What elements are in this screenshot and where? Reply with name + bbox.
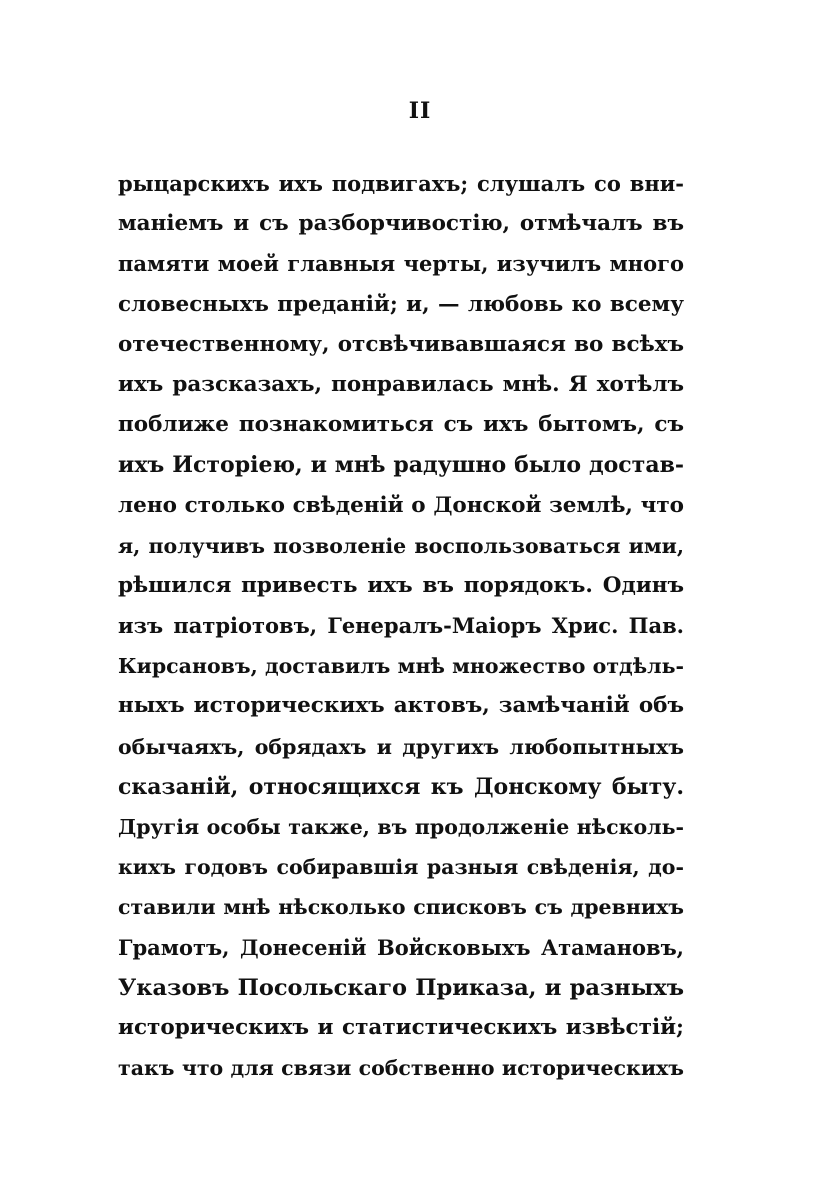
text-line: изъ патрiотовъ, Генералъ-Маiоръ Хрис. Пав.: [118, 613, 684, 639]
text-line: ныхъ историческихъ актовъ, замѣчанiй объ: [118, 693, 684, 719]
text-line: Другiя особы также, въ продолженiе нѣсколь-: [118, 815, 684, 839]
text-line: рыцарскихъ ихъ подвигахъ; слушалъ со вни-: [118, 171, 684, 196]
text-line: памяти моей главныя черты, изучилъ много: [118, 251, 684, 277]
text-line: кихъ годовъ собиравшiя разныя свѣденiя, до-: [118, 855, 684, 880]
text-line: ставили мнѣ нѣсколько списковъ съ древнихъ: [118, 895, 684, 920]
text-line: лено столько свѣденiй о Донской землѣ, что: [118, 492, 684, 518]
page-number: II: [408, 98, 432, 124]
text-line: ихъ Исторiею, и мнѣ радушно было достав-: [118, 452, 684, 479]
body-text: [118, 164, 684, 1088]
text-line: отечественному, отсвѣчивавшаяся во всѣхъ: [118, 331, 684, 357]
text-line: такъ что для связи собственно историческихъ: [118, 1056, 684, 1081]
text-line: Грамотъ, Донесенiй Войсковыхъ Атамановъ,: [118, 934, 684, 960]
text-line: Указовъ Посольскаго Приказа, и разныхъ: [118, 974, 684, 1001]
text-line: ихъ разсказахъ, понравилась мнѣ. Я хотѣлъ: [118, 371, 684, 397]
text-line: Кирсановъ, доставилъ мнѣ множество отдѣль-: [118, 654, 684, 679]
text-line: историческихъ и статистическихъ извѣстiй;: [118, 1014, 684, 1040]
text-line: я, получивъ позволенiе воспользоваться ими,: [118, 533, 684, 558]
text-line: словесныхъ преданiй; и, — любовь ко всему: [118, 291, 684, 317]
text-line: обычаяхъ, обрядахъ и другихъ любопытныхъ: [118, 734, 684, 759]
text-line: сказанiй, относящихся къ Донскому быту.: [118, 773, 684, 800]
text-line: поближе познакомиться съ ихъ бытомъ, съ: [118, 412, 684, 438]
text-line: рѣшился привесть ихъ въ порядокъ. Одинъ: [118, 572, 684, 598]
text-line: манiемъ и съ разборчивостiю, отмѣчалъ въ: [118, 211, 684, 237]
